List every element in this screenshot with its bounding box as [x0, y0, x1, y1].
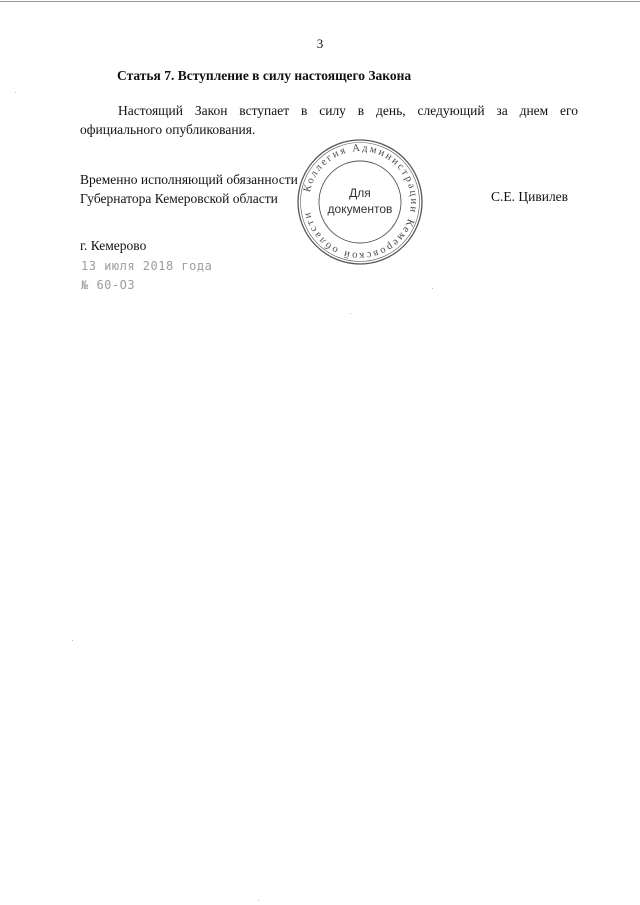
seal-center-line-2: документов [327, 202, 393, 216]
scan-speck [432, 288, 433, 289]
page-number: 3 [316, 36, 324, 51]
scan-speck [350, 313, 351, 314]
scan-speck [15, 92, 16, 93]
signer-title-line-1: Временно исполняющий обязанности [80, 172, 298, 187]
city-of-signing: г. Кемерово [80, 238, 147, 253]
scan-speck [72, 640, 73, 641]
signer-name: С.Е. Цивилев [491, 189, 569, 204]
article-body-text: Настоящий Закон вступает в силу в день, следующий за днем его официального опубликования. [80, 103, 578, 137]
registration-date: 13 июля 2018 года [81, 259, 213, 273]
article-heading: Статья 7. Вступление в силу настоящего Закона [117, 68, 412, 83]
seal-graphic [295, 137, 425, 267]
signer-title-line-2: Губернатора Кемеровской области [80, 191, 278, 206]
official-seal-stamp [295, 137, 425, 267]
seal-center-line-1: Для [349, 186, 371, 200]
scan-speck [258, 900, 259, 901]
registration-number: № 60-ОЗ [81, 278, 136, 292]
page-top-edge [0, 1, 640, 2]
seal-ring-text-span: Коллегия Администрации Кемеровской области [302, 142, 420, 262]
signer-title [80, 170, 298, 208]
